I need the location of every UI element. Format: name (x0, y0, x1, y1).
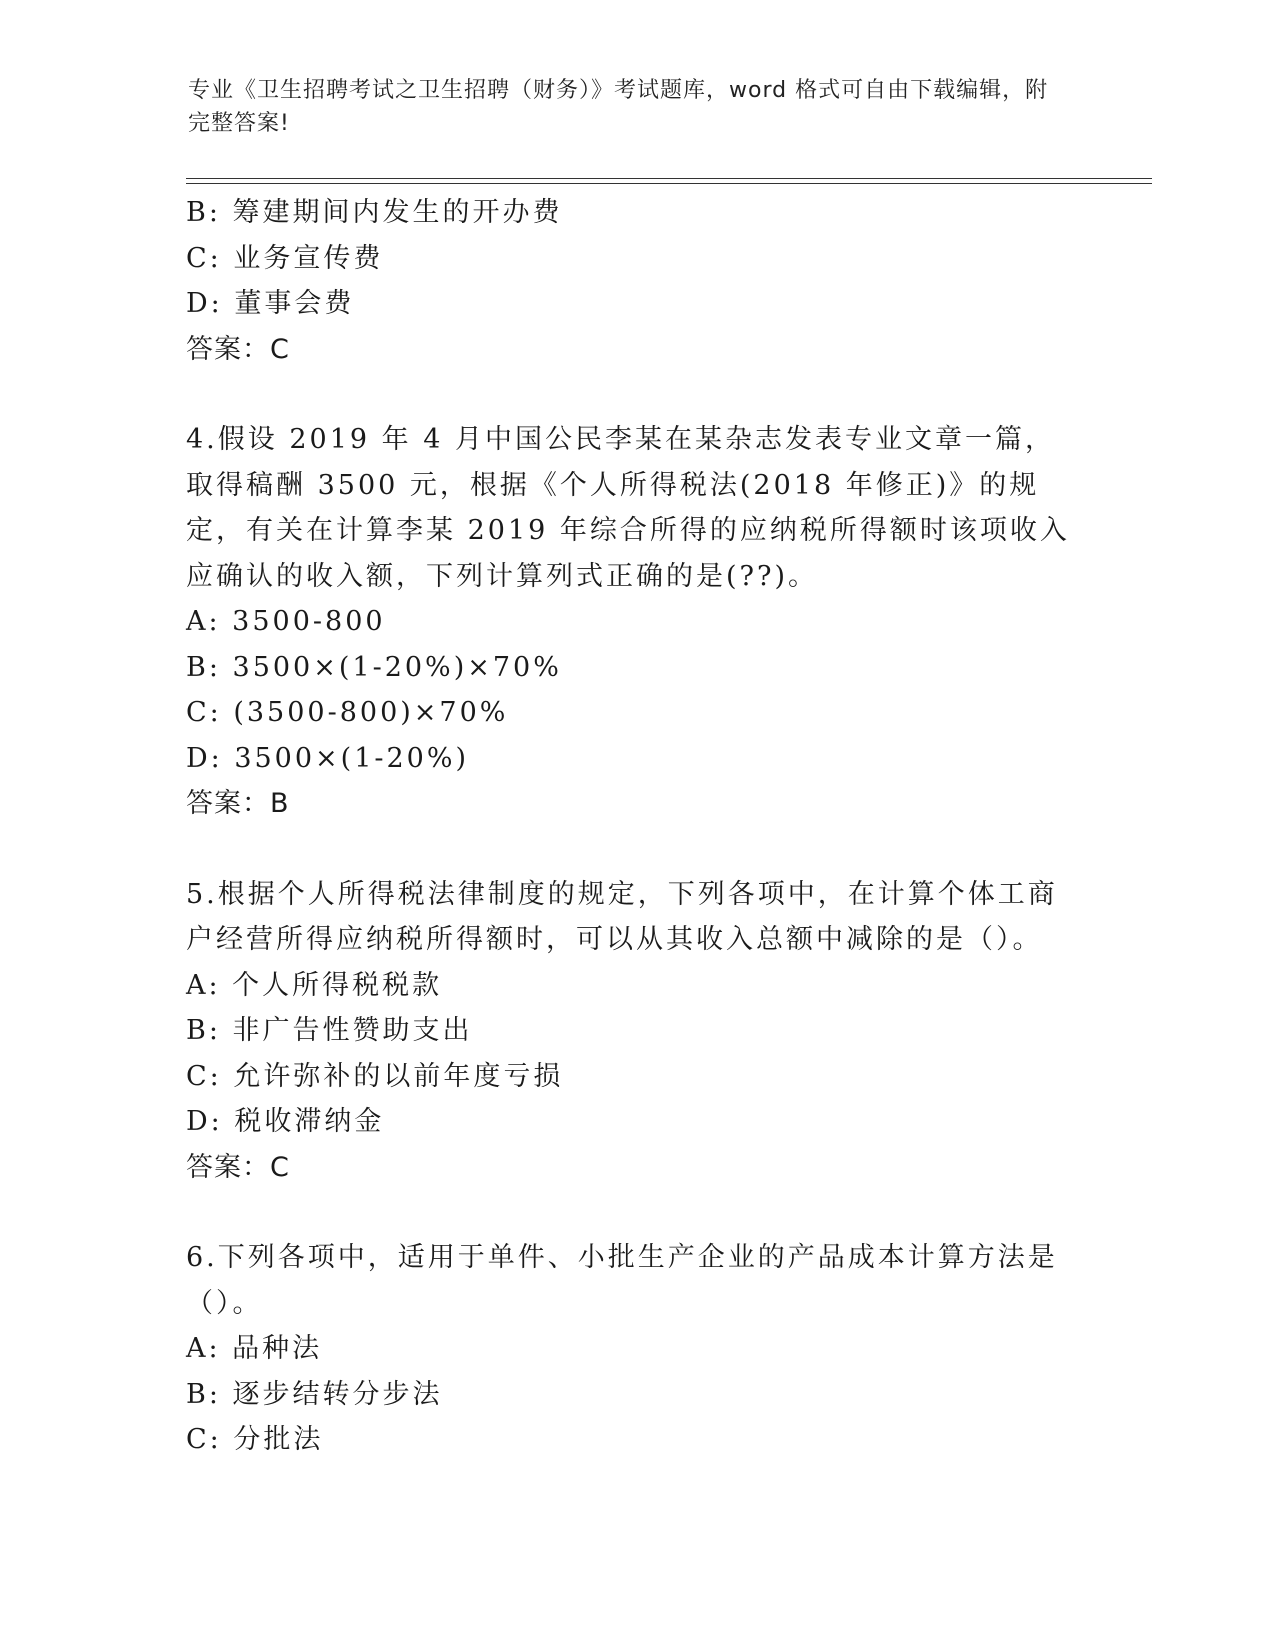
option-b: B: 筹建期间内发生的开办费 (186, 197, 563, 228)
question-stem: 6.下列各项中，适用于单件、小批生产企业的产品成本计算方法是（）。 (186, 1242, 1058, 1319)
option-a: A: 个人所得税税款 (186, 969, 443, 1001)
option-b: B: 逐步结转分步法 (186, 1378, 443, 1410)
question-4 (186, 417, 1086, 827)
option-c: C: (3500-800)×70% (186, 697, 509, 728)
option-a: A: 3500-800 (186, 606, 386, 637)
answer: 答案：C (186, 333, 290, 365)
option-c: C: 分批法 (186, 1424, 324, 1455)
option-b: B: 3500×(1-20%)×70% (186, 651, 562, 683)
question-6 (186, 1235, 1086, 1463)
page-header: 专业《卫生招聘考试之卫生招聘（财务）》考试题库，word 格式可自由下载编辑，附完整答案! (188, 78, 1049, 136)
question-3 (186, 190, 1086, 372)
header-divider-bottom (186, 183, 1152, 184)
option-a: A: 品种法 (186, 1333, 323, 1364)
question-stem: 4.假设 2019 年 4 月中国公民李某在某杂志发表专业文章一篇，取得稿酬 3500 元，根据《个人所得税法(2018 年修正)》的规定，有关在计算李某 2019 年综合所得的应纳税所得额时该项收入应确认的收入额，下列计算列式正确的是(??)。 (186, 424, 1070, 592)
answer: 答案：C (186, 1151, 290, 1183)
option-c: C: 允许弥补的以前年度亏损 (186, 1060, 564, 1092)
question-list (186, 190, 1086, 1463)
option-d: D: 3500×(1-20%) (186, 742, 470, 774)
question-stem: 5.根据个人所得税法律制度的规定，下列各项中，在计算个体工商户经营所得应纳税所得额时，可以从其收入总额中减除的是（）。 (186, 878, 1058, 955)
option-b: B: 非广告性赞助支出 (186, 1015, 473, 1046)
option-d: D: 董事会费 (186, 288, 355, 319)
option-d: D: 税收滞纳金 (186, 1106, 385, 1137)
option-c: C: 业务宣传费 (186, 242, 384, 274)
answer: 答案：B (186, 788, 290, 819)
header-divider-top (186, 178, 1152, 179)
question-5 (186, 872, 1086, 1191)
